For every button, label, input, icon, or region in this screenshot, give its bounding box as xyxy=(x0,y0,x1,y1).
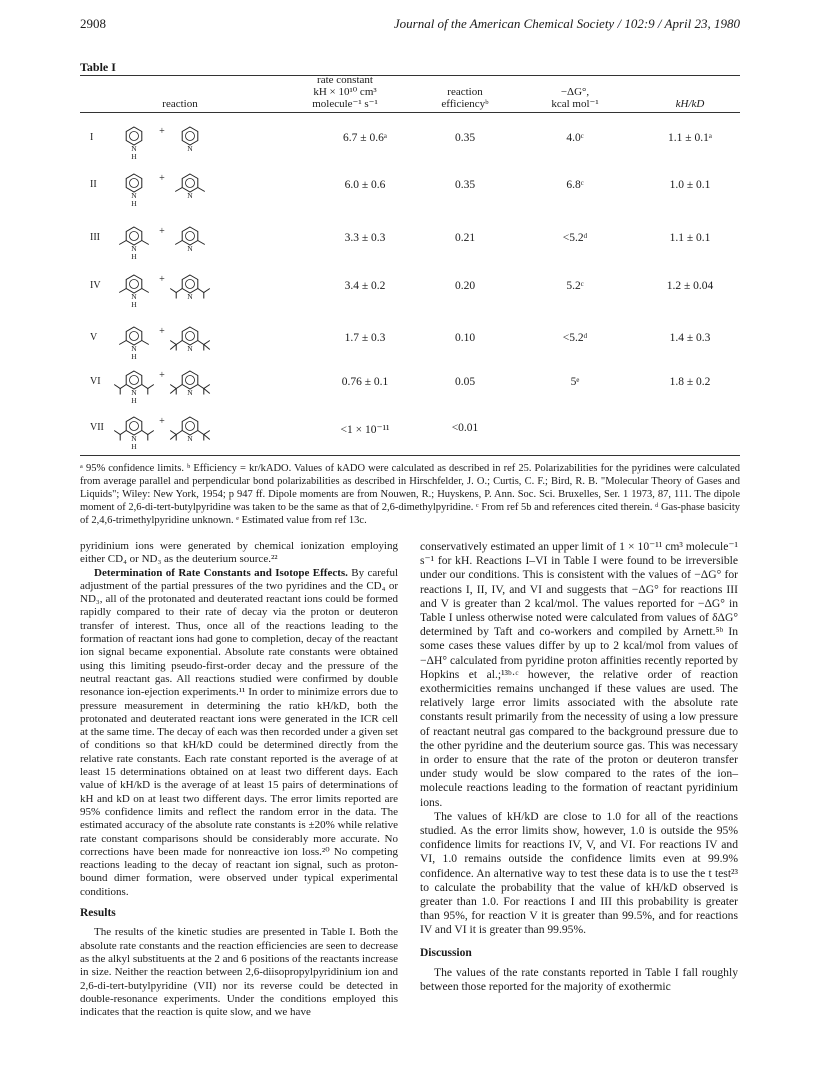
paragraph: The values of the rate constants reported in Table I fall roughly between those reported for the majority of exothermic xyxy=(420,965,738,994)
kh-kd-cell: 1.2 ± 0.04 xyxy=(666,280,714,292)
paragraph: Determination of Rate Constants and Isotope Effects. By careful adjustment of the partial pressures of the two pyridines and the CD₄ or ND₃, all of the protonated and deuterated reactant ions could be formed rapidly compared to their rate of decay via the proton or deuteron transfer of interest. Thus, once all of the reactions leading to the formation of reactant ions had gone to completion, decay of the reactant ion signal became exponential. Absolute rate constants were obtained using this limiting pseudo-first-order decay and the pressure of the neutral reactant gas. All reactions studied were confirmed by double resonance ion-ejection experiments.¹¹ In order to minimize errors due to pressure measurement in determining the ratio kH/kD, both the protonated and deuterated reactant ions were generated in the ICR cell at the same time. The decay of each was then recorded under a given set of conditions so that kH/kD could be determined directly from the relative rate constants. Each rate constant reported is the average of at least 15 determinations obtained on at least two different days. Each value of kH/kD is the average of at least 15 pairs of determinations of kH and kD on at least two different days. The error limits reported are 95% confidence limits and reflect the random error in the data. The estimated accuracy of the absolute rate constants is ±20% while relative rate constant comparisons should be considerably more accurate. No corrections have been made for nonreactive ion loss.²⁰ No competing reactions leading to the decay of reactant ion signal, such as proton-bound dimer formation, were observed under typical experimental conditions. xyxy=(80,566,398,898)
table-footnotes: ᵃ 95% confidence limits. ᵇ Efficiency = kr/kADO. Values of kADO were calculated as described in ref 25. Polarizabilities for the pyridines were calculated from average parallel and perpendicular bond polarizabilities as described in Hirschfelder, J. O.; Curtis, C. F.; Bird, R. B. "Molecular Theory of Gases and Liquids"; Wiley: New York, 1954; p 947 ff. Dipole moments are from Nouwen, R.; Huyskens, P. Ann. Soc. Sci. Bruxelles, Ser. 1 1973, 87, 111. The dipole moment of 2,6-di-tert-butylpyridine was taken to be the same as that of 2,6-dimethylpyridine. ᶜ From ref 5b and references cited therein. ᵈ Gas-phase basicity of 2,4,6-trimethylpyridine unknown. ᵉ Estimated value from ref 13c. xyxy=(80,463,740,526)
svg-text:H: H xyxy=(131,352,137,361)
reaction-number: VI xyxy=(90,376,101,387)
svg-text:H: H xyxy=(131,252,137,261)
table-row xyxy=(80,410,740,454)
col-head-reaction: reaction xyxy=(162,98,198,110)
delta-g-cell: 6.8ᶜ xyxy=(566,179,584,191)
table-row xyxy=(80,120,740,164)
svg-text:N: N xyxy=(131,144,137,153)
delta-g-cell: 4.0ᶜ xyxy=(566,132,584,144)
reaction-structure xyxy=(104,167,254,211)
pyridine-ring xyxy=(170,371,210,397)
paragraph: The results of the kinetic studies are presented in Table I. Both the absolute rate constants and the reaction efficiencies are seen to decrease as the alkyl substituents at the 2 and 6 positions of the reactants increase in size. Neither the reaction between 2,6-diisopropylpyridinium ion and 2,6-di-tert-butylpyridine (VII) nor its reverse could be detected in double-resonance experiments. Under the conditions employed this indicates that the reaction is quite slow, and we have xyxy=(80,926,399,1019)
table-title: Table I xyxy=(80,60,116,74)
svg-text:H: H xyxy=(131,442,137,451)
pyridine-ring xyxy=(175,174,205,200)
svg-text:+: + xyxy=(159,274,165,285)
svg-text:N: N xyxy=(187,292,193,301)
journal-citation: Journal of the American Chemical Society / 102:9 / April 23, 1980 xyxy=(393,16,740,31)
svg-text:N: N xyxy=(131,292,137,301)
section-heading-results: Results xyxy=(80,907,116,920)
reaction-structure xyxy=(104,220,254,264)
svg-text:H: H xyxy=(131,199,137,208)
paragraph: pyridinium ions were generated by chemical ionization employing either CD₄ or ND₃ as the deuterium source.²² xyxy=(80,540,398,566)
delta-g-cell: 5ᵉ xyxy=(570,376,580,388)
svg-text:N: N xyxy=(187,191,193,200)
svg-text:N: N xyxy=(187,344,193,353)
reaction-number: V xyxy=(90,332,98,343)
svg-text:N: N xyxy=(131,191,137,200)
pyridine-ring xyxy=(170,327,210,353)
running-header xyxy=(80,16,740,36)
reaction-number: III xyxy=(90,232,100,243)
efficiency-cell: 0.20 xyxy=(454,280,476,292)
text-column-right xyxy=(420,540,738,994)
pyridinium-ring xyxy=(126,127,142,161)
kh-kd-cell: 1.1 ± 0.1 xyxy=(669,232,711,244)
svg-text:N: N xyxy=(131,244,137,253)
efficiency-cell: <0.01 xyxy=(451,422,479,434)
svg-text:H: H xyxy=(131,396,137,405)
reaction-number: VII xyxy=(90,422,104,433)
table-row xyxy=(80,167,740,211)
svg-text:N: N xyxy=(187,244,193,253)
reaction-structure xyxy=(104,320,254,364)
section-runin-heading: Determination of Rate Constants and Isotope Effects. xyxy=(94,566,348,579)
pyridine-ring xyxy=(175,227,205,253)
paragraph: The values of kH/kD are close to 1.0 for all of the reactions studied. As the error limits show, however, 1.0 is outside the 95% confidence limits for reactions IV, V, and VI. For reactions IV and VI, 1.0 remains outside the confidence limits even at 99.9% confidence. An alternative way to test these data is to use the t test²³ to calculate the probability that the value of kH/kD observed is greater than 1.0. For reactions I and III this probability is greater than 95%, for reaction V it is greater than 99.5%, and for reactions IV and VI it is greater than 99.95%. xyxy=(420,809,738,937)
rate-constant-cell: 0.76 ± 0.1 xyxy=(341,376,389,388)
svg-text:N: N xyxy=(187,434,193,443)
table-row xyxy=(80,220,740,264)
efficiency-cell: 0.35 xyxy=(454,179,476,191)
kh-kd-cell: 1.0 ± 0.1 xyxy=(669,179,711,191)
reaction-structure xyxy=(104,268,254,312)
reaction-number: I xyxy=(90,132,94,143)
kh-kd-cell: 1.8 ± 0.2 xyxy=(669,376,711,388)
table-row xyxy=(80,268,740,312)
svg-text:+: + xyxy=(159,173,165,184)
pyridine-ring xyxy=(170,417,210,443)
paragraph: conservatively estimated an upper limit of 1 × 10⁻¹¹ cm³ molecule⁻¹ s⁻¹ for kH. Reactions I–VI in Table I were found to be irreversible under our conditions. This is consistent with the values of −ΔG° for reactions I, II, IV, and VI and suggests that −ΔG° for reactions III and V is greater than 2 kcal/mol. The values reported for −ΔG° in Table I unless otherwise noted were calculated from values of δΔG° determined by Taft and co-workers and compiled by Arnett.⁵ᵇ In some cases these values differ by up to 2 kcal/mol from values of −ΔH° calculated from pyridine proton affinities recently reported by Hopkins et al.;¹³ᵇ·ᶜ however, the relative order of reaction exothermicities remains unchanged if these values are used. The relatively large error limits associated with the absolute rate constants result primarily from the necessity of using a low pressure of reactant neutral gas compared to the background pressure due to the other pyridine and the deuterium source gas. This was necessary in order to ensure that the rate of the proton or deuteron transfer under study would be slow compared to the rates of the ion–molecule reactions leading to the formation of reactant pyridinium ions. xyxy=(420,540,738,809)
svg-text:+: + xyxy=(159,326,165,337)
table-head-rule xyxy=(80,112,740,113)
rate-constant-cell: 6.0 ± 0.6 xyxy=(344,179,386,191)
pyridinium-ring xyxy=(119,227,149,261)
kh-kd-cell: 1.1 ± 0.1ᵃ xyxy=(668,132,712,144)
svg-text:H: H xyxy=(131,300,137,309)
pyridine-ring xyxy=(182,127,198,153)
svg-text:N: N xyxy=(131,344,137,353)
rate-constant-cell: 1.7 ± 0.3 xyxy=(344,332,386,344)
pyridinium-ring xyxy=(126,174,142,208)
col-head-rate: rate constant kH × 10¹⁰ cm³ molecule⁻¹ s⁻¹ xyxy=(312,74,378,110)
reaction-structure xyxy=(104,410,254,454)
col-head-kh-kd: kH/kD xyxy=(675,98,705,110)
svg-text:H: H xyxy=(131,152,137,161)
table-bottom-rule xyxy=(80,455,740,456)
page-number: 2908 xyxy=(80,16,106,31)
svg-text:+: + xyxy=(159,370,165,381)
rate-constant-cell: 6.7 ± 0.6ᵃ xyxy=(343,132,387,144)
reaction-number: IV xyxy=(90,280,101,291)
efficiency-cell: 0.35 xyxy=(454,132,476,144)
col-head-delta-g: −ΔG°, kcal mol⁻¹ xyxy=(551,86,599,110)
efficiency-cell: 0.21 xyxy=(454,232,476,244)
col-head-efficiency: reaction efficiencyᵇ xyxy=(441,86,489,110)
svg-text:+: + xyxy=(159,126,165,137)
svg-text:N: N xyxy=(131,388,137,397)
pyridinium-ring xyxy=(114,417,154,451)
reaction-structure xyxy=(104,364,254,408)
table-row xyxy=(80,320,740,364)
pyridinium-ring xyxy=(119,327,149,361)
pyridine-ring xyxy=(170,275,210,301)
reaction-structure xyxy=(104,120,254,164)
delta-g-cell: 5.2ᶜ xyxy=(566,280,584,292)
efficiency-cell: 0.05 xyxy=(454,376,476,388)
section-heading-discussion: Discussion xyxy=(420,946,472,959)
table-row xyxy=(80,364,740,408)
efficiency-cell: 0.10 xyxy=(454,332,476,344)
delta-g-cell: <5.2ᵈ xyxy=(562,332,588,344)
delta-g-cell: <5.2ᵈ xyxy=(562,232,588,244)
rate-constant-cell: <1 × 10⁻¹¹ xyxy=(340,424,390,436)
svg-text:+: + xyxy=(159,226,165,237)
svg-text:N: N xyxy=(131,434,137,443)
svg-text:+: + xyxy=(159,416,165,427)
pyridinium-ring xyxy=(114,371,154,405)
reaction-number: II xyxy=(90,179,97,190)
rate-constant-cell: 3.3 ± 0.3 xyxy=(344,232,386,244)
pyridinium-ring xyxy=(119,275,149,309)
text-column-left xyxy=(80,540,398,1019)
rate-constant-cell: 3.4 ± 0.2 xyxy=(344,280,386,292)
svg-text:N: N xyxy=(187,388,193,397)
svg-text:N: N xyxy=(187,144,193,153)
kh-kd-cell: 1.4 ± 0.3 xyxy=(669,332,711,344)
